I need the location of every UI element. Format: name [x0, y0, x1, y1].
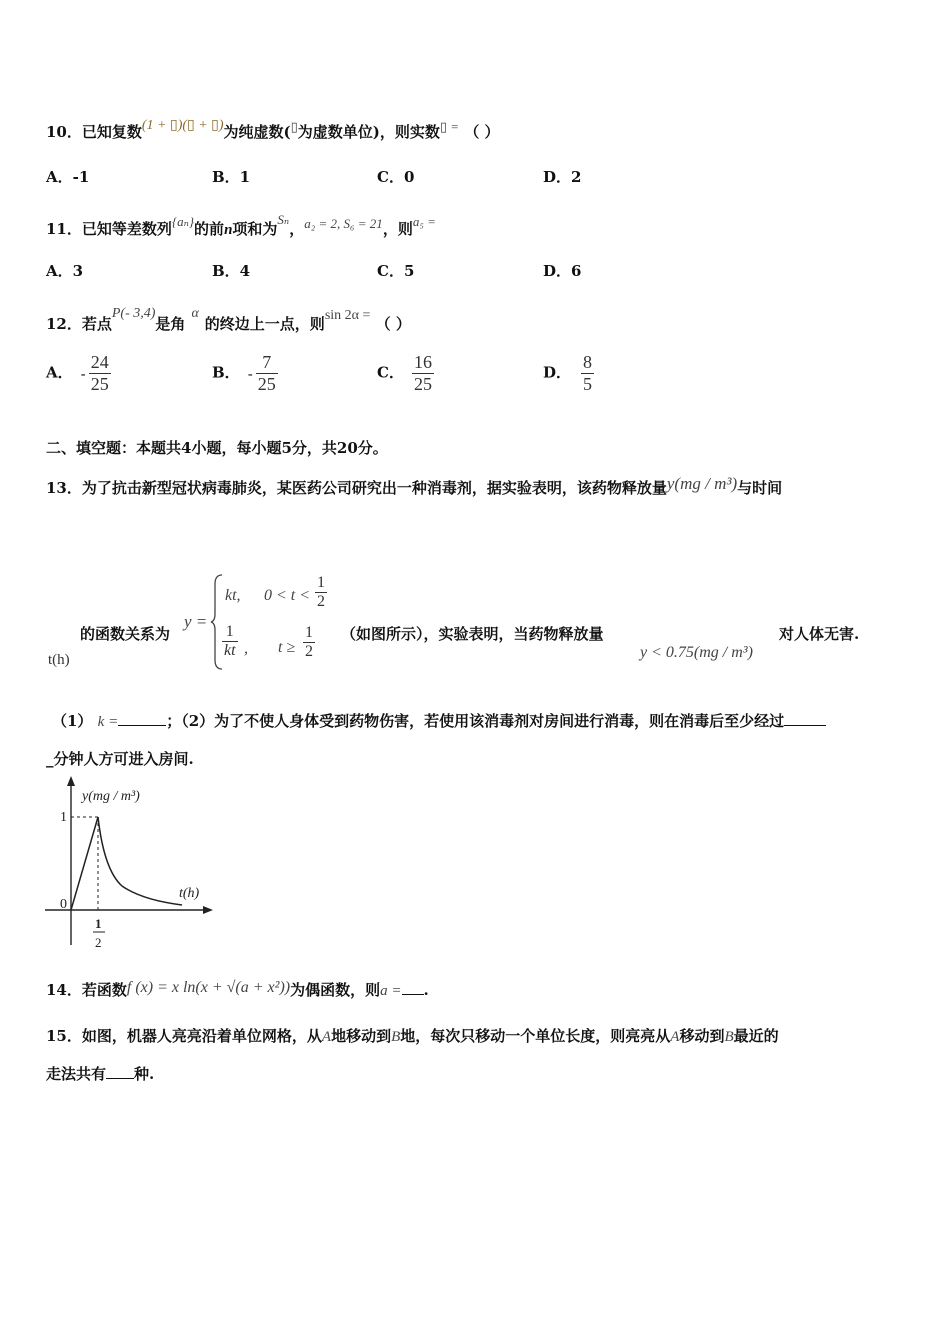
q11-condition: a₂ = 2, S₆ = 21 [304, 216, 383, 231]
q13-graph [40, 770, 220, 955]
q11-line [46, 212, 436, 239]
q12-option-a-label: A． [46, 363, 73, 382]
q13-part2: ；（2）为了不使人身体受到药物伤害，若使用该消毒剂对房间进行消毒，则在消毒后至少经过 [166, 712, 785, 730]
graph-x-arrow [203, 906, 213, 914]
q15-B: B [391, 1029, 401, 1045]
q15-line1e: 最近的 [733, 1027, 779, 1045]
q13-line1-end: 与时间 [737, 479, 783, 497]
q13-blank2[interactable] [784, 725, 826, 726]
q10-option-a: A．-1 [46, 168, 90, 186]
q12-middle2: 的终边上一点，则 [204, 315, 325, 333]
q14-ask: a = [380, 983, 402, 999]
q15-line1d: 移动到 [679, 1027, 725, 1045]
q13-case2-half-den: 2 [305, 643, 313, 660]
q13-half-num: 1 [317, 574, 325, 591]
q13-line1 [46, 474, 782, 498]
graph-xlabel: t(h) [179, 886, 200, 901]
q15-A: A [321, 1029, 332, 1045]
q13-case2-den: kt [224, 642, 236, 659]
graph-y1: 1 [60, 810, 67, 825]
q13-part1: （1） [52, 712, 93, 730]
graph-origin: 0 [60, 897, 67, 912]
q15-line1c: 地，每次只移动一个单位长度，则亮亮从 [400, 1027, 671, 1045]
q15-line1a: 15．如图，机器人亮亮沿着单位网格，从 [46, 1027, 322, 1045]
q12-option-c-fraction [412, 352, 434, 395]
q14-prefix: 14．若函数 [46, 981, 127, 999]
q11-n: n [224, 222, 233, 238]
q11-prefix: 11．已知等差数列 [46, 220, 172, 238]
q12-option-a-num: 24 [90, 352, 109, 372]
q10-line [46, 117, 500, 142]
q12-option-c-den: 25 [413, 374, 432, 394]
q12-option-b-fraction [256, 352, 278, 395]
q13-case2-comma: , [244, 640, 248, 657]
graph-xnum: 1 [95, 916, 102, 931]
q12-option-b-sign: - [247, 364, 253, 383]
q10-symbol2: ▯ = [439, 119, 460, 134]
q11-comma: ， [289, 220, 305, 238]
q12-option-d-fraction [581, 352, 594, 395]
q12-option-b-den: 25 [257, 374, 276, 394]
q12-alpha: α [191, 306, 199, 321]
q11-ask: a₅ = [412, 214, 436, 229]
q12-point: P(- 3,4) [111, 306, 156, 321]
q13-y-eq: y = [184, 612, 208, 631]
q12-paren: （ ） [375, 315, 411, 333]
q12-middle: 是角 [155, 315, 186, 333]
q15-line2a: 走法共有 [46, 1065, 107, 1083]
q14-line [46, 979, 429, 1000]
q15-line1 [46, 1025, 779, 1046]
q15-line2b: 种. [134, 1065, 155, 1083]
q13-case1-half [315, 574, 327, 611]
q12-prefix: 12．若点 [46, 315, 112, 333]
q15-line2 [46, 1063, 154, 1084]
graph-y-arrow [67, 776, 75, 786]
q15-line1b: 地移动到 [331, 1027, 392, 1045]
graph-xden: 2 [95, 935, 102, 950]
q14-end: . [423, 981, 429, 999]
q10-symbol: ▯ [290, 119, 298, 134]
q12-option-d-label: D． [543, 363, 572, 382]
q12-option-a-fraction [89, 352, 111, 395]
q13-half-den: 2 [317, 593, 325, 610]
q13-relation: 的函数关系为 [80, 625, 171, 643]
q13-line3: _分钟人方可进入房间. [46, 750, 194, 768]
section-heading: 二、填空题：本题共4小题，每小题5分，共20分。 [46, 439, 388, 457]
graph-rise [71, 817, 98, 910]
q12-option-a [46, 352, 111, 395]
q12-option-a-sign: - [80, 364, 86, 383]
q11-option-c: C．5 [377, 262, 415, 280]
q10-middle2: 为虚数单位)，则实数 [297, 123, 440, 141]
q14-func: f (x) = x ln(x + √(a + x²)) [126, 979, 291, 996]
q12-option-d-num: 8 [583, 352, 593, 372]
q11-option-b: B．4 [212, 262, 251, 280]
q12-option-c [377, 352, 434, 395]
q13-note: （如图所示），实验表明，当药物释放量 [341, 625, 604, 643]
q15-A2: A [670, 1029, 680, 1045]
q13-case2-cond: t ≥ [278, 639, 296, 656]
q13-case2-num: 1 [225, 623, 234, 640]
q11-sequence: {aₙ} [171, 214, 195, 229]
q11-middle: 的前 [194, 220, 225, 238]
q12-option-a-den: 25 [90, 374, 109, 394]
q13-case1: kt, [225, 587, 241, 604]
q12-ask: sin 2α = [324, 308, 371, 323]
q13-case1-cond: 0 < t < [264, 587, 311, 604]
q10-expression: (1 + ▯)(▯ + ▯) [141, 118, 224, 133]
q11-middle2: 项和为 [232, 220, 278, 238]
q11-sn: Sₙ [277, 212, 290, 227]
q11-option-d: D．6 [543, 262, 582, 280]
q10-option-d: D．2 [543, 168, 582, 186]
q10-middle: 为纯虚数( [223, 123, 291, 141]
q12-option-d [543, 352, 594, 395]
q10-paren: （ ） [464, 123, 500, 141]
q11-then: ，则 [382, 220, 413, 238]
graph-decay [98, 817, 182, 905]
q10-option-c: C．0 [377, 168, 415, 186]
q13-line2 [52, 710, 826, 731]
q12-option-b-num: 7 [262, 352, 272, 372]
q12-option-b [212, 352, 278, 395]
q13-safe: y < 0.75(mg / m³) [640, 644, 753, 661]
q14-middle: 为偶函数，则 [290, 981, 381, 999]
q12-option-c-label: C． [377, 363, 404, 382]
q13-unit: y(mg / m³) [666, 474, 738, 493]
q12-line [46, 306, 411, 334]
q10-prefix: 10．已知复数 [46, 123, 142, 141]
q13-case2-half-num: 1 [305, 624, 313, 641]
q15-B2: B [724, 1029, 734, 1045]
q11-option-a: A．3 [46, 262, 84, 280]
q13-case2-frac [222, 623, 238, 660]
q13-th: t(h) [48, 652, 70, 668]
q13-harmless: 对人体无害. [779, 625, 860, 643]
q12-option-d-den: 5 [583, 374, 593, 394]
q13-line1-text: 13．为了抗击新型冠状病毒肺炎，某医药公司研究出一种消毒剂，据实验表明，该药物释放量 [46, 479, 667, 497]
q10-option-b: B．1 [212, 168, 251, 186]
q12-option-b-label: B． [212, 363, 240, 382]
q12-option-c-num: 16 [413, 352, 432, 372]
q15-blank[interactable] [106, 1078, 134, 1079]
q13-blank1[interactable] [118, 725, 166, 726]
q13-k-eq: k = [97, 714, 119, 730]
q14-blank[interactable] [402, 994, 424, 995]
graph-ylabel: y(mg / m³) [82, 789, 140, 804]
q13-case2-half [303, 624, 315, 661]
